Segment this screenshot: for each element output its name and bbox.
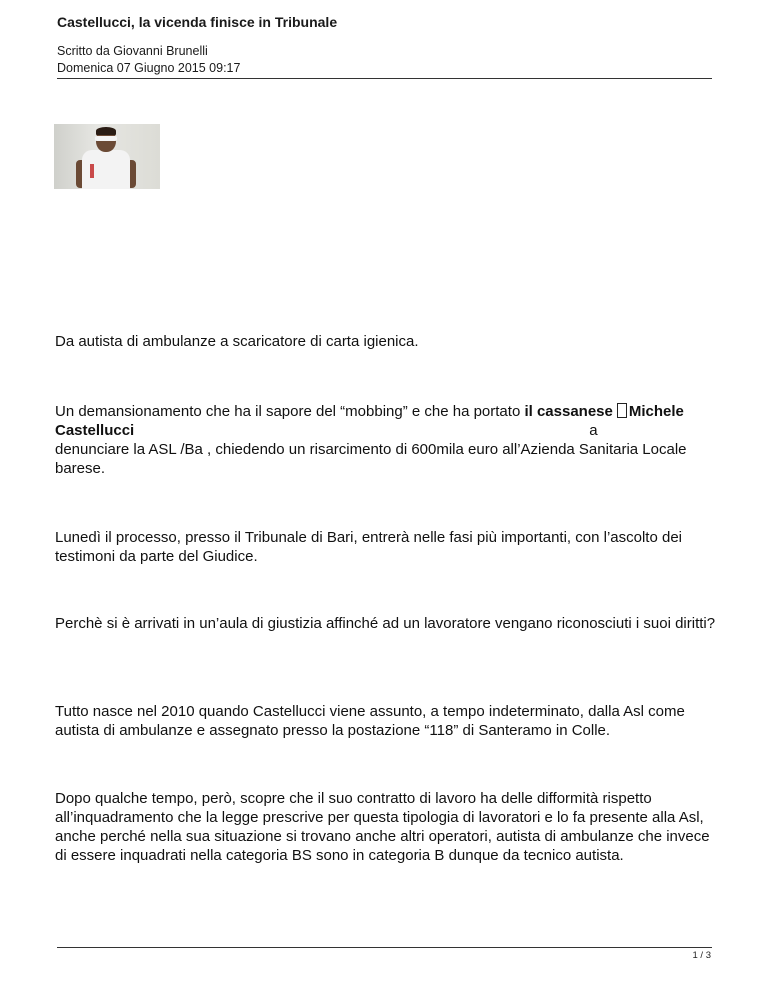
article-meta — [57, 43, 240, 77]
missing-glyph-box — [617, 403, 627, 418]
paragraph-3: Lunedì il processo, presso il Tribunale di Bari, entrerà nelle fasi più importanti, con l’ascolto dei testimoni da parte del Giudice. — [55, 529, 682, 565]
article-author: Scritto da Giovanni Brunelli — [57, 44, 208, 58]
paragraph-2 — [55, 402, 717, 478]
article-title: Castellucci, la vicenda finisce in Tribunale — [57, 14, 338, 30]
paragraph-2-text-b: denunciare la ASL /Ba , chiedendo un risarcimento di 600mila euro all’Azienda Sanitaria Locale barese. — [55, 441, 687, 477]
paragraph-1: Da autista di ambulanze a scaricatore di carta igienica. — [55, 333, 419, 350]
paragraph-5: Tutto nasce nel 2010 quando Castellucci viene assunto, a tempo indeterminato, dalla Asl come autista di ambulanze e assegnato presso la postazione “118” di Santeramo in Colle. — [55, 703, 685, 739]
paragraph-2-mid: a — [589, 422, 598, 439]
page-number: 1 / 3 — [692, 950, 711, 961]
paragraph-2-bold-1: il cassanese — [524, 403, 613, 420]
paragraph-2-bold-2: Michele Castellucci — [55, 403, 684, 439]
header-divider — [57, 78, 712, 79]
paragraph-4: Perchè si è arrivati in un’aula di giustizia affinché ad un lavoratore vengano riconosciuti i suoi diritti? — [55, 615, 716, 632]
article-photo — [54, 124, 160, 189]
paragraph-6: Dopo qualche tempo, però, scopre che il suo contratto di lavoro ha delle difformità rispetto all’inquadramento che la legge prescrive per questa tipologia di lavoratori e lo fa presente alla Asl, anche perché nella sua situazione si trovano anche altri operatori, autista di ambulanze che invece di essere inquadrati nella categoria BS sono in categoria B dunque da tecnico autista. — [55, 790, 710, 864]
footer-divider — [57, 947, 712, 948]
paragraph-2-text-a: Un demansionamento che ha il sapore del “mobbing” e che ha portato — [55, 403, 525, 420]
article-date: Domenica 07 Giugno 2015 09:17 — [57, 61, 241, 75]
